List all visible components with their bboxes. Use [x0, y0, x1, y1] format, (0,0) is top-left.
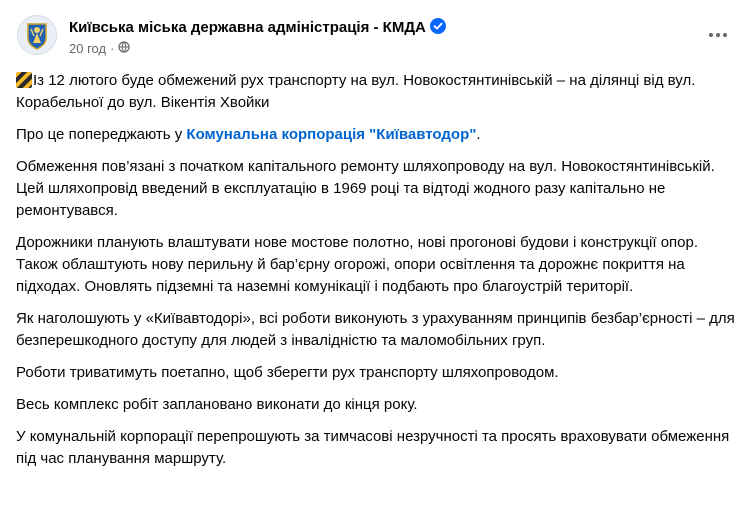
- verified-badge-icon: [430, 18, 446, 38]
- post-time[interactable]: 20 год: [69, 41, 107, 56]
- post-body: [16, 70, 741, 480]
- page-name-text[interactable]: Київська міська державна адміністрація - КМДА: [69, 19, 426, 36]
- post-paragraph: Обмеження пов’язані з початком капітального ремонту шляхопроводу на вул. Новокостянтинівській. Цей шляхопровід введений в експлуатацію в 1969 році та відтоді жодного разу капітально не ремонтувався.: [16, 158, 715, 219]
- post-paragraph: [16, 70, 741, 114]
- post-paragraph: У комунальній корпорації перепрошують за тимчасові незручності та просять враховувати обмеження під час планування маршруту.: [16, 428, 730, 467]
- more-options-button[interactable]: [703, 24, 733, 46]
- page-name-link[interactable]: [69, 18, 446, 38]
- post-paragraph: Як наголошують у «Київавтодорі», всі роботи виконують з урахуванням принципів безбар’єрності – для безперешкодного доступу для людей з інвалідністю та маломобільних груп.: [16, 310, 735, 349]
- globe-icon[interactable]: [118, 41, 130, 56]
- page-avatar[interactable]: [17, 15, 57, 55]
- post-paragraph: [16, 124, 741, 146]
- post-paragraph: Дорожники планують влаштувати нове мостове полотно, нові прогонові будови і конструкції опор. Також облаштують нову перильну й бар’єрну огорожі, опори освітлення та дорожнє покриття на підходах. Оновлять підземні та наземні комунікації і подбають про благоустрій території.: [16, 234, 699, 295]
- mention-link[interactable]: Комунальна корпорація "Київавтодор": [186, 126, 477, 143]
- post-paragraph: Весь комплекс робіт заплановано виконати до кінця року.: [16, 396, 418, 413]
- kyiv-coat-of-arms-icon: [18, 16, 56, 54]
- paragraph-text: Із 12 лютого буде обмежений рух транспорту на вул. Новокостянтинівській – на ділянці від вул. Корабельної до вул. Вікентія Хвойки: [16, 72, 696, 111]
- more-dot: [723, 33, 727, 37]
- post-paragraph: Роботи триватимуть поетапно, щоб зберегти рух транспорту шляхопроводом.: [16, 364, 559, 381]
- roadwork-barrier-icon: [16, 72, 32, 88]
- post-meta: [69, 41, 130, 56]
- more-dot: [709, 33, 713, 37]
- more-dot: [716, 33, 720, 37]
- paragraph-text: .: [476, 126, 481, 143]
- meta-separator: ·: [110, 41, 115, 56]
- paragraph-text: Про це попереджають у: [16, 126, 187, 143]
